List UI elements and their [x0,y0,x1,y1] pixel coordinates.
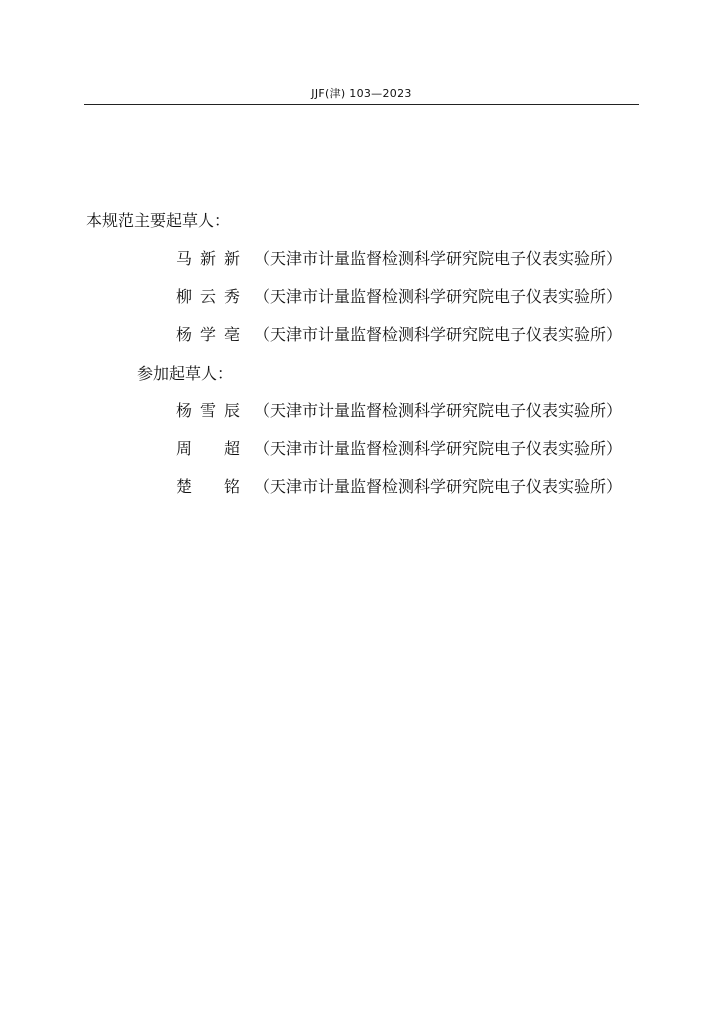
drafter-name: 柳云秀 [176,286,240,306]
drafter-affiliation: （天津市计量监督检测科学研究院电子仪表实验所） [254,248,623,268]
drafter-row [176,322,622,344]
drafter-row [176,474,622,496]
drafter-row [176,246,622,268]
drafter-affiliation: （天津市计量监督检测科学研究院电子仪表实验所） [254,400,623,420]
drafter-name: 杨学亳 [176,324,240,344]
main-drafters-title: 本规范主要起草人： [86,211,231,230]
page-header [84,84,639,105]
drafter-name: 楚 铭 [176,476,240,496]
drafter-affiliation: （天津市计量监督检测科学研究院电子仪表实验所） [254,286,623,306]
drafter-name: 马新新 [176,248,240,268]
drafter-name: 周 超 [176,438,240,458]
drafter-affiliation: （天津市计量监督检测科学研究院电子仪表实验所） [254,476,623,496]
drafter-row [176,398,622,420]
document-code: JJF(津) 103—2023 [311,87,412,100]
drafter-name: 杨雪辰 [176,400,240,420]
drafter-row [176,284,622,306]
drafter-affiliation: （天津市计量监督检测科学研究院电子仪表实验所） [254,324,623,344]
drafter-affiliation: （天津市计量监督检测科学研究院电子仪表实验所） [254,438,623,458]
drafter-row [176,436,622,458]
participating-drafters-title: 参加起草人： [137,364,234,383]
